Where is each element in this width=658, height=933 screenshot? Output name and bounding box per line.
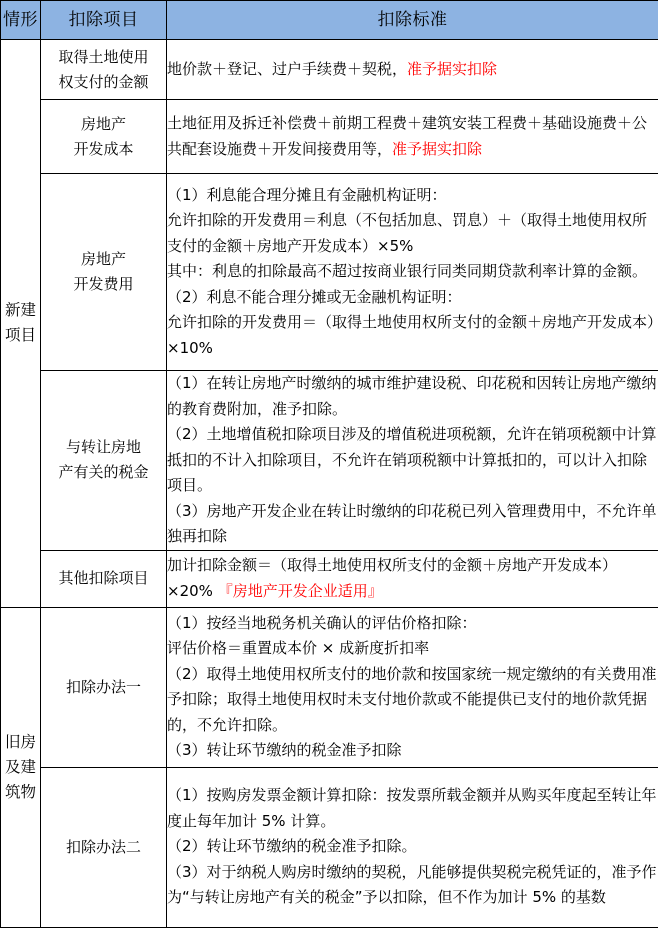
body-text: （2）取得土地使用权所支付的地价款和按国家统一规定缴纳的有关费用准予扣除；取得土地使用权时未支付地价款或不能提供已支付的地价款凭据的，不允许扣除。 [167, 664, 657, 734]
standard-cell [167, 100, 658, 174]
body-text: （3）对于纳税人购房时缴纳的契税，凡能够提供契税完税凭证的，准予作为“与转让房地产有关的税金”予以扣除，但不作为加计 5% 的基数 [167, 862, 657, 907]
table-row [1, 607, 658, 767]
body-text: （2）利息不能合理分摊或无金融机构证明： [167, 287, 462, 306]
body-text: （1）按经当地税务机关确认的评估价格扣除： [167, 613, 477, 632]
item-cell [41, 100, 167, 174]
standard-paragraph [167, 208, 658, 259]
body-text: 其中：利息的扣除最高不超过按商业银行同类同期贷款利率计算的金额。 [167, 262, 648, 281]
table-row [1, 174, 658, 371]
item-cell [41, 174, 167, 371]
body-text: 土地征用及拆迁补偿费＋前期工程费＋建筑安装工程费＋基础设施费＋公共配套设施费＋开发间接费用等， [167, 114, 648, 158]
standard-paragraph [167, 310, 658, 361]
standard-paragraph [167, 183, 658, 209]
item-label-line: 扣除办法二 [65, 837, 141, 856]
standard-paragraph [167, 783, 658, 834]
body-text: （3）房地产开发企业在转让时缴纳的印花税已列入管理费用中，不允许单独再扣除 [167, 501, 657, 545]
standard-paragraph [167, 259, 658, 285]
body-text: （1）在转让房地产时缴纳的城市维护建设税、印花税和因转让房地产缴纳的教育费附加，准予扣除。 [167, 374, 657, 418]
body-text: 允许扣除的开发费用＝利息（不包括加息、罚息）＋（取得土地使用权所支付的金额＋房地产开发成本）×5% [167, 211, 648, 255]
case-label-line: 旧房 [4, 732, 36, 751]
standard-paragraph [167, 611, 658, 637]
standard-cell [167, 40, 658, 100]
table-header [1, 1, 658, 40]
highlight-text: 『房地产开发企业适用』 [212, 581, 383, 600]
case-label-line: 新建 [4, 301, 36, 320]
body-text: 允许扣除的开发费用＝（取得土地使用权所支付的金额＋房地产开发成本）×10% [167, 313, 655, 357]
standard-paragraph [167, 57, 658, 83]
item-cell [41, 607, 167, 767]
case-cell [1, 40, 41, 608]
case-cell [1, 607, 41, 927]
body-text: （2）转让环节缴纳的税金准予扣除。 [167, 837, 417, 856]
body-text: 评估价格＝重置成本价 × 成新度折扣率 [167, 639, 430, 657]
standard-cell [167, 371, 658, 551]
header-cell-case: 情形 [1, 1, 41, 40]
table-row [1, 371, 658, 551]
standard-cell [167, 607, 658, 767]
item-cell [41, 550, 167, 607]
standard-paragraph [167, 636, 658, 662]
table-body [1, 40, 658, 928]
standard-paragraph [167, 860, 658, 911]
body-text: 加计扣除金额＝（取得土地使用权所支付的金额＋房地产开发成本）×20% [167, 556, 618, 600]
standard-paragraph [167, 499, 658, 550]
highlight-text: 准予据实扣除 [407, 59, 498, 78]
case-label-line: 及建 [4, 757, 36, 776]
highlight-text: 准予据实扣除 [392, 139, 483, 158]
table-row [1, 40, 658, 100]
item-cell [41, 767, 167, 927]
item-label-line: 扣除办法一 [65, 677, 141, 696]
standard-paragraph [167, 662, 658, 739]
table-row [1, 100, 658, 174]
standard-paragraph [167, 738, 658, 764]
item-cell [41, 371, 167, 551]
item-label-line: 房地产 [80, 250, 126, 268]
item-label-line: 开发成本 [73, 139, 134, 158]
header-row [1, 1, 658, 40]
item-label-line: 开发费用 [73, 275, 134, 293]
standard-paragraph [167, 834, 658, 860]
standard-cell [167, 767, 658, 927]
standard-paragraph [167, 553, 658, 604]
standard-cell [167, 550, 658, 607]
standard-paragraph [167, 111, 658, 162]
item-cell [41, 40, 167, 100]
body-text: （2）土地增值税扣除项目涉及的增值税进项税额，允许在销项税额中计算抵扣的不计入扣除项目，不允许在销项税额中计算抵扣的，可以计入扣除项目。 [167, 425, 657, 494]
standard-paragraph [167, 285, 658, 311]
body-text: 地价款＋登记、过户手续费＋契税， [167, 59, 408, 78]
case-label-line: 筑物 [4, 782, 36, 801]
item-label-line: 其他扣除项目 [58, 569, 149, 587]
body-text: （3）转让环节缴纳的税金准予扣除 [167, 741, 402, 759]
case-label-line: 项目 [4, 326, 36, 345]
standard-paragraph [167, 422, 658, 499]
item-label-line: 房地产 [80, 114, 126, 133]
item-label-line: 权支付的金额 [58, 72, 149, 91]
item-label-line: 取得土地使用 [58, 47, 149, 66]
item-label-line: 与转让房地 [65, 438, 141, 457]
table-row [1, 767, 658, 927]
standard-cell [167, 174, 658, 371]
header-cell-item: 扣除项目 [41, 1, 167, 40]
header-cell-standard: 扣除标准 [167, 1, 658, 40]
body-text: （1）利息能合理分摊且有金融机构证明： [167, 185, 447, 204]
standard-paragraph [167, 371, 658, 422]
item-label-line: 产有关的税金 [58, 463, 149, 482]
body-text: （1）按购房发票金额计算扣除：按发票所载金额并从购买年度起至转让年度止每年加计 5% 计算。 [167, 786, 657, 830]
table-row [1, 550, 658, 607]
